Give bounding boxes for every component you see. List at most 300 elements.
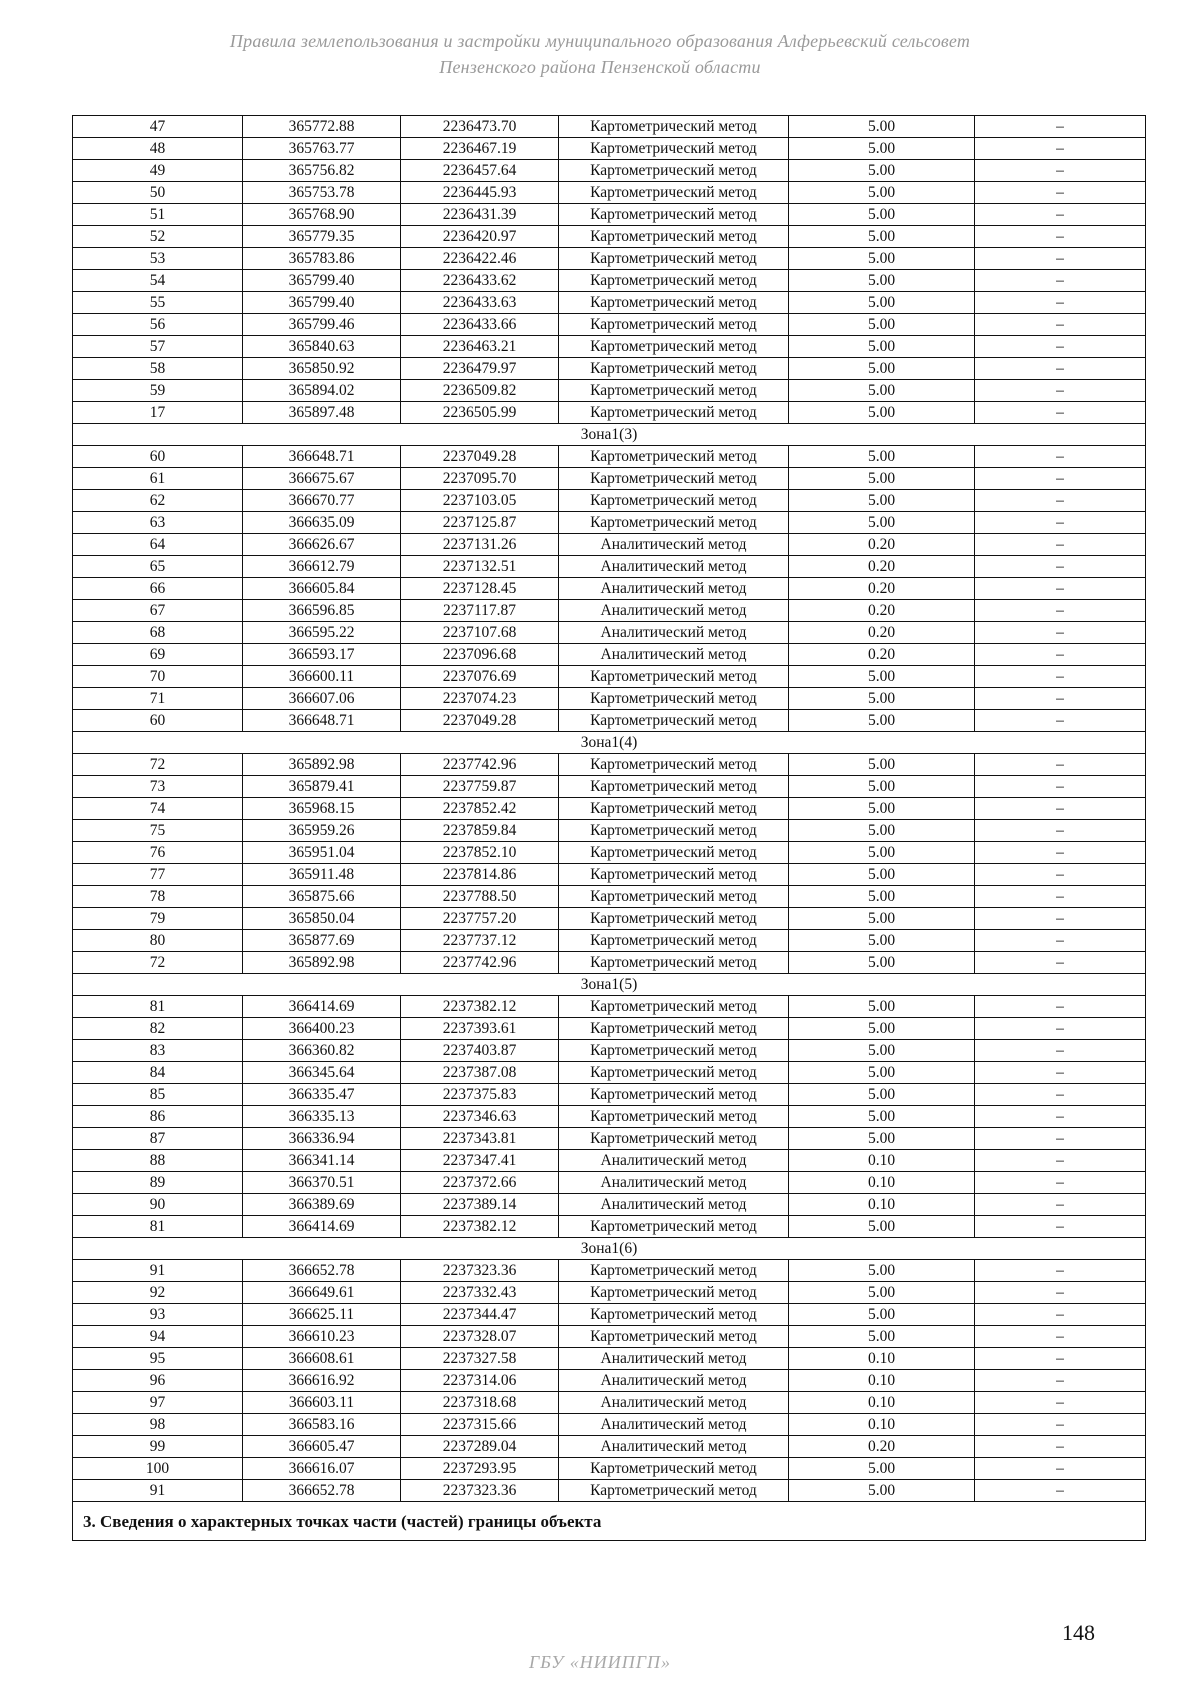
y-coordinate-cell: 2237125.87 (401, 512, 559, 534)
table-row (73, 402, 1146, 424)
point-number-cell: 100 (73, 1458, 243, 1480)
x-coordinate-cell: 366345.64 (243, 1062, 401, 1084)
x-coordinate-cell: 366626.67 (243, 534, 401, 556)
table-row (73, 204, 1146, 226)
y-coordinate-cell: 2236467.19 (401, 138, 559, 160)
note-cell: – (975, 1260, 1146, 1282)
point-number-cell: 95 (73, 1348, 243, 1370)
note-cell: – (975, 446, 1146, 468)
table-row (73, 1106, 1146, 1128)
accuracy-cell: 5.00 (789, 116, 975, 138)
method-cell: Картометрический метод (559, 490, 789, 512)
x-coordinate-cell: 365753.78 (243, 182, 401, 204)
accuracy-cell: 5.00 (789, 776, 975, 798)
zone-header-row (73, 732, 1146, 754)
note-cell: – (975, 908, 1146, 930)
point-number-cell: 98 (73, 1414, 243, 1436)
accuracy-cell: 5.00 (789, 1040, 975, 1062)
method-cell: Картометрический метод (559, 1480, 789, 1502)
method-cell: Картометрический метод (559, 1260, 789, 1282)
method-cell: Картометрический метод (559, 798, 789, 820)
accuracy-cell: 5.00 (789, 160, 975, 182)
point-number-cell: 87 (73, 1128, 243, 1150)
x-coordinate-cell: 365875.66 (243, 886, 401, 908)
y-coordinate-cell: 2236431.39 (401, 204, 559, 226)
table-row (73, 512, 1146, 534)
accuracy-cell: 5.00 (789, 666, 975, 688)
y-coordinate-cell: 2236509.82 (401, 380, 559, 402)
accuracy-cell: 5.00 (789, 886, 975, 908)
y-coordinate-cell: 2237103.05 (401, 490, 559, 512)
note-cell: – (975, 600, 1146, 622)
method-cell: Картометрический метод (559, 1326, 789, 1348)
y-coordinate-cell: 2237389.14 (401, 1194, 559, 1216)
y-coordinate-cell: 2237095.70 (401, 468, 559, 490)
accuracy-cell: 5.00 (789, 996, 975, 1018)
section-row (73, 1502, 1146, 1541)
note-cell: – (975, 710, 1146, 732)
point-number-cell: 54 (73, 270, 243, 292)
method-cell: Аналитический метод (559, 1348, 789, 1370)
method-cell: Картометрический метод (559, 270, 789, 292)
note-cell: – (975, 336, 1146, 358)
x-coordinate-cell: 366603.11 (243, 1392, 401, 1414)
method-cell: Картометрический метод (559, 1084, 789, 1106)
note-cell: – (975, 578, 1146, 600)
method-cell: Картометрический метод (559, 512, 789, 534)
x-coordinate-cell: 366335.13 (243, 1106, 401, 1128)
point-number-cell: 71 (73, 688, 243, 710)
point-number-cell: 92 (73, 1282, 243, 1304)
x-coordinate-cell: 365897.48 (243, 402, 401, 424)
method-cell: Аналитический метод (559, 556, 789, 578)
note-cell: – (975, 952, 1146, 974)
x-coordinate-cell: 365799.40 (243, 270, 401, 292)
table-row (73, 248, 1146, 270)
point-number-cell: 90 (73, 1194, 243, 1216)
table-row (73, 314, 1146, 336)
table-row (73, 1128, 1146, 1150)
x-coordinate-cell: 366341.14 (243, 1150, 401, 1172)
table-row (73, 534, 1146, 556)
method-cell: Аналитический метод (559, 644, 789, 666)
point-number-cell: 82 (73, 1018, 243, 1040)
point-number-cell: 56 (73, 314, 243, 336)
method-cell: Аналитический метод (559, 578, 789, 600)
method-cell: Картометрический метод (559, 710, 789, 732)
y-coordinate-cell: 2237117.87 (401, 600, 559, 622)
table-row (73, 1018, 1146, 1040)
accuracy-cell: 5.00 (789, 1480, 975, 1502)
x-coordinate-cell: 366625.11 (243, 1304, 401, 1326)
accuracy-cell: 5.00 (789, 380, 975, 402)
y-coordinate-cell: 2237128.45 (401, 578, 559, 600)
method-cell: Картометрический метод (559, 842, 789, 864)
x-coordinate-cell: 365879.41 (243, 776, 401, 798)
note-cell: – (975, 468, 1146, 490)
method-cell: Картометрический метод (559, 292, 789, 314)
y-coordinate-cell: 2237132.51 (401, 556, 559, 578)
table-row (73, 622, 1146, 644)
accuracy-cell: 0.10 (789, 1392, 975, 1414)
accuracy-cell: 5.00 (789, 270, 975, 292)
table-row (73, 556, 1146, 578)
method-cell: Аналитический метод (559, 1150, 789, 1172)
accuracy-cell: 0.10 (789, 1414, 975, 1436)
point-number-cell: 53 (73, 248, 243, 270)
point-number-cell: 57 (73, 336, 243, 358)
x-coordinate-cell: 366335.47 (243, 1084, 401, 1106)
method-cell: Картометрический метод (559, 688, 789, 710)
note-cell: – (975, 380, 1146, 402)
point-number-cell: 49 (73, 160, 243, 182)
point-number-cell: 91 (73, 1260, 243, 1282)
accuracy-cell: 5.00 (789, 314, 975, 336)
accuracy-cell: 0.20 (789, 534, 975, 556)
method-cell: Картометрический метод (559, 996, 789, 1018)
y-coordinate-cell: 2237403.87 (401, 1040, 559, 1062)
note-cell: – (975, 1414, 1146, 1436)
point-number-cell: 60 (73, 710, 243, 732)
y-coordinate-cell: 2237049.28 (401, 446, 559, 468)
x-coordinate-cell: 366675.67 (243, 468, 401, 490)
point-number-cell: 97 (73, 1392, 243, 1414)
y-coordinate-cell: 2237737.12 (401, 930, 559, 952)
y-coordinate-cell: 2237074.23 (401, 688, 559, 710)
document-header (0, 28, 1200, 80)
x-coordinate-cell: 366635.09 (243, 512, 401, 534)
point-number-cell: 85 (73, 1084, 243, 1106)
accuracy-cell: 0.10 (789, 1172, 975, 1194)
note-cell: – (975, 644, 1146, 666)
table-row (73, 1480, 1146, 1502)
note-cell: – (975, 1172, 1146, 1194)
y-coordinate-cell: 2236463.21 (401, 336, 559, 358)
x-coordinate-cell: 366612.79 (243, 556, 401, 578)
table-row (73, 842, 1146, 864)
x-coordinate-cell: 365768.90 (243, 204, 401, 226)
point-number-cell: 55 (73, 292, 243, 314)
x-coordinate-cell: 366593.17 (243, 644, 401, 666)
method-cell: Аналитический метод (559, 534, 789, 556)
accuracy-cell: 0.10 (789, 1150, 975, 1172)
accuracy-cell: 0.10 (789, 1370, 975, 1392)
table-row (73, 1260, 1146, 1282)
table-body (73, 116, 1146, 1541)
accuracy-cell: 5.00 (789, 446, 975, 468)
y-coordinate-cell: 2237107.68 (401, 622, 559, 644)
y-coordinate-cell: 2237076.69 (401, 666, 559, 688)
method-cell: Аналитический метод (559, 1414, 789, 1436)
table-row (73, 160, 1146, 182)
note-cell: – (975, 1150, 1146, 1172)
y-coordinate-cell: 2237344.47 (401, 1304, 559, 1326)
note-cell: – (975, 1216, 1146, 1238)
y-coordinate-cell: 2237814.86 (401, 864, 559, 886)
table-row (73, 138, 1146, 160)
table-row (73, 908, 1146, 930)
method-cell: Картометрический метод (559, 446, 789, 468)
note-cell: – (975, 1194, 1146, 1216)
x-coordinate-cell: 366414.69 (243, 996, 401, 1018)
point-number-cell: 73 (73, 776, 243, 798)
method-cell: Картометрический метод (559, 336, 789, 358)
accuracy-cell: 5.00 (789, 1304, 975, 1326)
table-row (73, 776, 1146, 798)
x-coordinate-cell: 366370.51 (243, 1172, 401, 1194)
table-row (73, 688, 1146, 710)
y-coordinate-cell: 2236433.63 (401, 292, 559, 314)
method-cell: Картометрический метод (559, 908, 789, 930)
accuracy-cell: 5.00 (789, 1018, 975, 1040)
y-coordinate-cell: 2237859.84 (401, 820, 559, 842)
method-cell: Аналитический метод (559, 600, 789, 622)
point-number-cell: 96 (73, 1370, 243, 1392)
table-row (73, 1040, 1146, 1062)
note-cell: – (975, 886, 1146, 908)
x-coordinate-cell: 366607.06 (243, 688, 401, 710)
x-coordinate-cell: 366414.69 (243, 1216, 401, 1238)
point-number-cell: 81 (73, 996, 243, 1018)
method-cell: Картометрический метод (559, 160, 789, 182)
table-row (73, 1392, 1146, 1414)
accuracy-cell: 5.00 (789, 952, 975, 974)
note-cell: – (975, 820, 1146, 842)
accuracy-cell: 0.20 (789, 622, 975, 644)
method-cell: Картометрический метод (559, 182, 789, 204)
y-coordinate-cell: 2237323.36 (401, 1260, 559, 1282)
table-row (73, 754, 1146, 776)
table-row (73, 1194, 1146, 1216)
method-cell: Картометрический метод (559, 402, 789, 424)
y-coordinate-cell: 2236479.97 (401, 358, 559, 380)
point-number-cell: 51 (73, 204, 243, 226)
y-coordinate-cell: 2237387.08 (401, 1062, 559, 1084)
y-coordinate-cell: 2236420.97 (401, 226, 559, 248)
table-row (73, 1062, 1146, 1084)
note-cell: – (975, 1304, 1146, 1326)
table-row (73, 490, 1146, 512)
accuracy-cell: 5.00 (789, 248, 975, 270)
point-number-cell: 78 (73, 886, 243, 908)
note-cell: – (975, 754, 1146, 776)
document-footer: ГБУ «НИИПГП» (529, 1652, 671, 1672)
note-cell: – (975, 1370, 1146, 1392)
accuracy-cell: 5.00 (789, 468, 975, 490)
y-coordinate-cell: 2237375.83 (401, 1084, 559, 1106)
point-number-cell: 99 (73, 1436, 243, 1458)
accuracy-cell: 5.00 (789, 1326, 975, 1348)
accuracy-cell: 5.00 (789, 1458, 975, 1480)
zone-header-row (73, 1238, 1146, 1260)
method-cell: Картометрический метод (559, 1282, 789, 1304)
table-row (73, 292, 1146, 314)
table-row (73, 1414, 1146, 1436)
accuracy-cell: 5.00 (789, 402, 975, 424)
table-row (73, 798, 1146, 820)
note-cell: – (975, 204, 1146, 226)
y-coordinate-cell: 2237393.61 (401, 1018, 559, 1040)
method-cell: Картометрический метод (559, 1304, 789, 1326)
x-coordinate-cell: 365894.02 (243, 380, 401, 402)
point-number-cell: 59 (73, 380, 243, 402)
table-row (73, 666, 1146, 688)
x-coordinate-cell: 365877.69 (243, 930, 401, 952)
note-cell: – (975, 534, 1146, 556)
point-number-cell: 47 (73, 116, 243, 138)
accuracy-cell: 5.00 (789, 798, 975, 820)
note-cell: – (975, 138, 1146, 160)
x-coordinate-cell: 365799.46 (243, 314, 401, 336)
accuracy-cell: 5.00 (789, 336, 975, 358)
y-coordinate-cell: 2237327.58 (401, 1348, 559, 1370)
table-row (73, 358, 1146, 380)
accuracy-cell: 5.00 (789, 1216, 975, 1238)
table-row (73, 116, 1146, 138)
accuracy-cell: 5.00 (789, 930, 975, 952)
table-row (73, 886, 1146, 908)
point-number-cell: 62 (73, 490, 243, 512)
accuracy-cell: 5.00 (789, 138, 975, 160)
accuracy-cell: 5.00 (789, 512, 975, 534)
x-coordinate-cell: 366652.78 (243, 1260, 401, 1282)
y-coordinate-cell: 2237742.96 (401, 754, 559, 776)
table-row (73, 930, 1146, 952)
y-coordinate-cell: 2237314.06 (401, 1370, 559, 1392)
note-cell: – (975, 270, 1146, 292)
method-cell: Картометрический метод (559, 138, 789, 160)
accuracy-cell: 5.00 (789, 1084, 975, 1106)
x-coordinate-cell: 365959.26 (243, 820, 401, 842)
y-coordinate-cell: 2237096.68 (401, 644, 559, 666)
y-coordinate-cell: 2237131.26 (401, 534, 559, 556)
point-number-cell: 65 (73, 556, 243, 578)
y-coordinate-cell: 2237382.12 (401, 1216, 559, 1238)
y-coordinate-cell: 2236422.46 (401, 248, 559, 270)
method-cell: Картометрический метод (559, 886, 789, 908)
method-cell: Аналитический метод (559, 1370, 789, 1392)
method-cell: Картометрический метод (559, 666, 789, 688)
zone-header-row (73, 974, 1146, 996)
zone-label: Зона1(6) (73, 1238, 1146, 1260)
x-coordinate-cell: 365850.04 (243, 908, 401, 930)
note-cell: – (975, 996, 1146, 1018)
note-cell: – (975, 226, 1146, 248)
x-coordinate-cell: 366610.23 (243, 1326, 401, 1348)
table-row (73, 182, 1146, 204)
y-coordinate-cell: 2237382.12 (401, 996, 559, 1018)
accuracy-cell: 5.00 (789, 688, 975, 710)
accuracy-cell: 0.20 (789, 644, 975, 666)
note-cell: – (975, 666, 1146, 688)
x-coordinate-cell: 366670.77 (243, 490, 401, 512)
note-cell: – (975, 512, 1146, 534)
note-cell: – (975, 248, 1146, 270)
method-cell: Картометрический метод (559, 380, 789, 402)
accuracy-cell: 5.00 (789, 204, 975, 226)
x-coordinate-cell: 365756.82 (243, 160, 401, 182)
accuracy-cell: 5.00 (789, 864, 975, 886)
note-cell: – (975, 1326, 1146, 1348)
x-coordinate-cell: 366400.23 (243, 1018, 401, 1040)
y-coordinate-cell: 2236445.93 (401, 182, 559, 204)
y-coordinate-cell: 2236457.64 (401, 160, 559, 182)
table-row (73, 864, 1146, 886)
table-row (73, 1216, 1146, 1238)
y-coordinate-cell: 2237372.66 (401, 1172, 559, 1194)
note-cell: – (975, 1458, 1146, 1480)
note-cell: – (975, 402, 1146, 424)
method-cell: Картометрический метод (559, 204, 789, 226)
x-coordinate-cell: 365850.92 (243, 358, 401, 380)
accuracy-cell: 5.00 (789, 1260, 975, 1282)
table-row (73, 1436, 1146, 1458)
x-coordinate-cell: 365840.63 (243, 336, 401, 358)
y-coordinate-cell: 2237289.04 (401, 1436, 559, 1458)
point-number-cell: 74 (73, 798, 243, 820)
point-number-cell: 94 (73, 1326, 243, 1348)
note-cell: – (975, 314, 1146, 336)
point-number-cell: 91 (73, 1480, 243, 1502)
note-cell: – (975, 358, 1146, 380)
section-title: 3. Сведения о характерных точках части (частей) границы объекта (73, 1502, 1146, 1541)
header-line-2: Пензенского района Пензенской области (439, 57, 761, 77)
point-number-cell: 61 (73, 468, 243, 490)
note-cell: – (975, 776, 1146, 798)
method-cell: Картометрический метод (559, 1128, 789, 1150)
point-number-cell: 17 (73, 402, 243, 424)
accuracy-cell: 0.20 (789, 1436, 975, 1458)
point-number-cell: 48 (73, 138, 243, 160)
note-cell: – (975, 688, 1146, 710)
table-row (73, 1304, 1146, 1326)
method-cell: Картометрический метод (559, 930, 789, 952)
accuracy-cell: 0.20 (789, 578, 975, 600)
table-row (73, 270, 1146, 292)
point-number-cell: 67 (73, 600, 243, 622)
note-cell: – (975, 1348, 1146, 1370)
point-number-cell: 75 (73, 820, 243, 842)
method-cell: Картометрический метод (559, 1458, 789, 1480)
x-coordinate-cell: 366649.61 (243, 1282, 401, 1304)
zone-label: Зона1(5) (73, 974, 1146, 996)
note-cell: – (975, 1480, 1146, 1502)
x-coordinate-cell: 366583.16 (243, 1414, 401, 1436)
note-cell: – (975, 1436, 1146, 1458)
x-coordinate-cell: 366360.82 (243, 1040, 401, 1062)
point-number-cell: 86 (73, 1106, 243, 1128)
x-coordinate-cell: 365951.04 (243, 842, 401, 864)
page-number: 148 (1062, 1620, 1095, 1645)
accuracy-cell: 5.00 (789, 292, 975, 314)
y-coordinate-cell: 2237347.41 (401, 1150, 559, 1172)
x-coordinate-cell: 366616.07 (243, 1458, 401, 1480)
note-cell: – (975, 930, 1146, 952)
x-coordinate-cell: 366336.94 (243, 1128, 401, 1150)
method-cell: Картометрический метод (559, 468, 789, 490)
note-cell: – (975, 842, 1146, 864)
method-cell: Картометрический метод (559, 1040, 789, 1062)
y-coordinate-cell: 2237318.68 (401, 1392, 559, 1414)
x-coordinate-cell: 366605.47 (243, 1436, 401, 1458)
x-coordinate-cell: 365779.35 (243, 226, 401, 248)
method-cell: Картометрический метод (559, 864, 789, 886)
accuracy-cell: 0.20 (789, 556, 975, 578)
x-coordinate-cell: 365799.40 (243, 292, 401, 314)
y-coordinate-cell: 2237049.28 (401, 710, 559, 732)
accuracy-cell: 0.20 (789, 600, 975, 622)
note-cell: – (975, 116, 1146, 138)
